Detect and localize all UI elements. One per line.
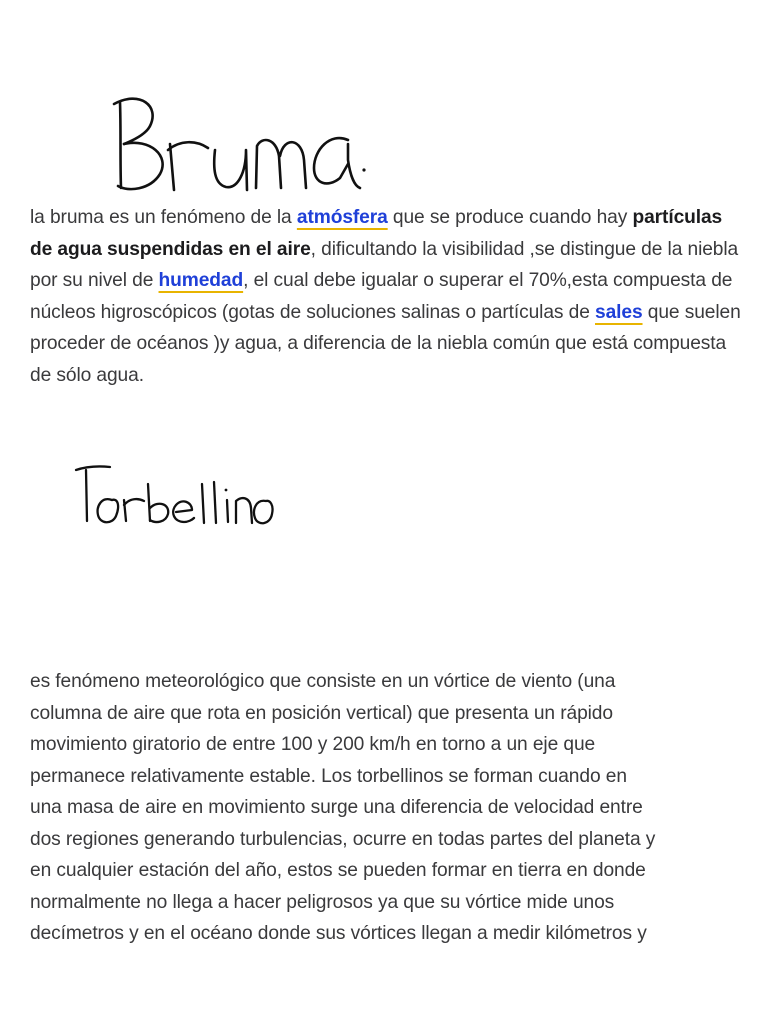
link-sales[interactable]: sales: [595, 301, 643, 323]
paragraph-line: columna de aire que rota en posición vertical) que presenta un rápido: [30, 702, 613, 724]
link-humedad[interactable]: humedad: [158, 270, 244, 291]
paragraph-torbellino: [30, 666, 742, 950]
paragraph-line: decímetros y en el océano donde sus vórtices llegan a medir kilómetros y: [30, 923, 647, 944]
paragraph-line: dos regiones generando turbulencias, ocurre en todas partes del planeta y: [30, 828, 656, 850]
text-segment: que suelen proceder de océanos )y agua, a diferencia de la niebla común que está compuesta de sólo agua.: [30, 301, 741, 386]
paragraph-line: normalmente no llega a hacer peligrosos ya que su vórtice mide unos: [30, 891, 615, 913]
paragraph-line: es fenómeno meteorológico que consiste en un vórtice de viento (una: [30, 671, 616, 692]
paragraph-line: movimiento giratorio de entre 100 y 200 km/h en torno a un eje que: [30, 734, 596, 755]
bold-text: partículas de agua suspendidas en el aire: [30, 207, 723, 260]
text-segment: , el cual debe igualar o superar el 70%,esta compuesta de núcleos higroscópicos (gotas de soluciones salinas o partículas de: [30, 270, 733, 323]
paragraph-bruma: [30, 202, 742, 391]
text-segment: que se produce cuando hay: [387, 207, 633, 228]
paragraph-line: una masa de aire en movimiento surge una diferencia de velocidad entre: [30, 797, 643, 818]
link-atmosfera[interactable]: atmósfera: [296, 207, 388, 228]
paragraph-line: permanece relativamente estable. Los torbellinos se forman cuando en: [30, 765, 627, 787]
paragraph-line: en cualquier estación del año, estos se pueden formar en tierra en donde: [30, 860, 646, 881]
text-segment: , dificultando la visibilidad ,se distingue de la niebla por su nivel de: [30, 238, 739, 291]
text-segment: la bruma es un fenómeno de la: [30, 207, 297, 228]
